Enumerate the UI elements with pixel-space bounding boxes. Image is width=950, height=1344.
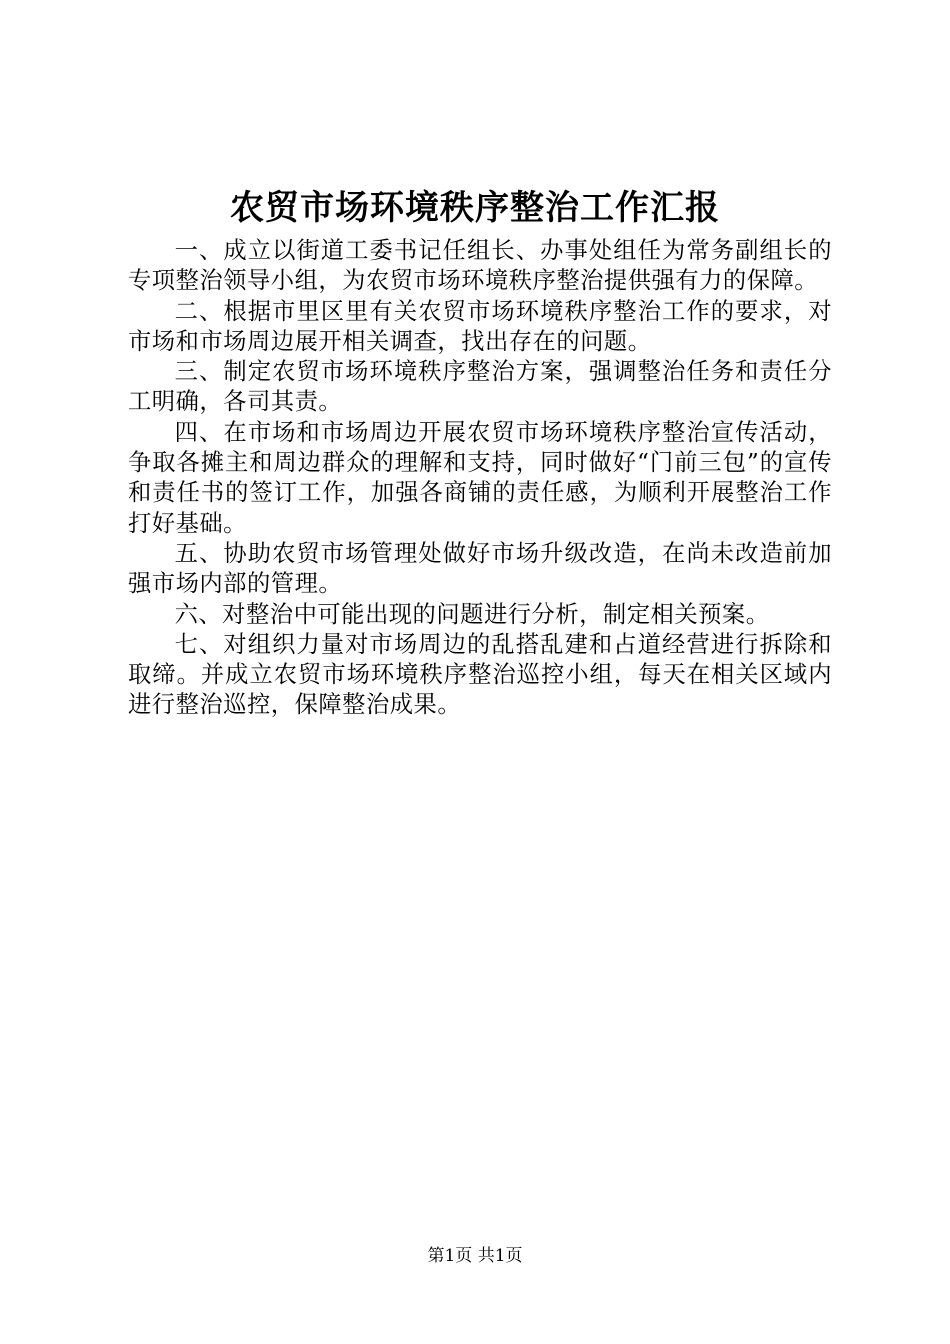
document-title: 农贸市场环境秩序整治工作汇报 [230,188,720,228]
paragraph-5: 五、协助农贸市场管理处做好市场升级改造，在尚未改造前加强市场内部的管理。 [128,539,832,598]
paragraph-1: 一、成立以街道工委书记任组长、办事处组任为常务副组长的专项整治领导小组，为农贸市场环境秩序整治提供强有力的保障。 [128,237,832,295]
paragraph-4: 四、在市场和市场周边开展农贸市场环境秩序整治宣传活动，争取各摊主和周边群众的理解和支持，同时做好“门前三包”的宣传和责任书的签订工作，加强各商铺的责任感，为顺利开展整治工作打好基础。 [128,418,832,537]
document-body [128,236,832,721]
paragraph-2: 二、根据市里区里有关农贸市场环境秩序整治工作的要求，对市场和市场周边展开相关调查，找出存在的问题。 [128,297,832,355]
page-number-footer: 第1页 共1页 [427,1246,523,1266]
paragraph-6: 六、对整治中可能出现的问题进行分析，制定相关预案。 [174,600,770,628]
paragraph-3: 三、制定农贸市场环境秩序整治方案，强调整治任务和责任分工明确，各司其责。 [128,358,832,416]
paragraph-7: 七、对组织力量对市场周边的乱搭乱建和占道经营进行拆除和取缔。并成立农贸市场环境秩序整治巡控小组，每天在相关区域内进行整治巡控，保障整治成果。 [128,630,832,719]
